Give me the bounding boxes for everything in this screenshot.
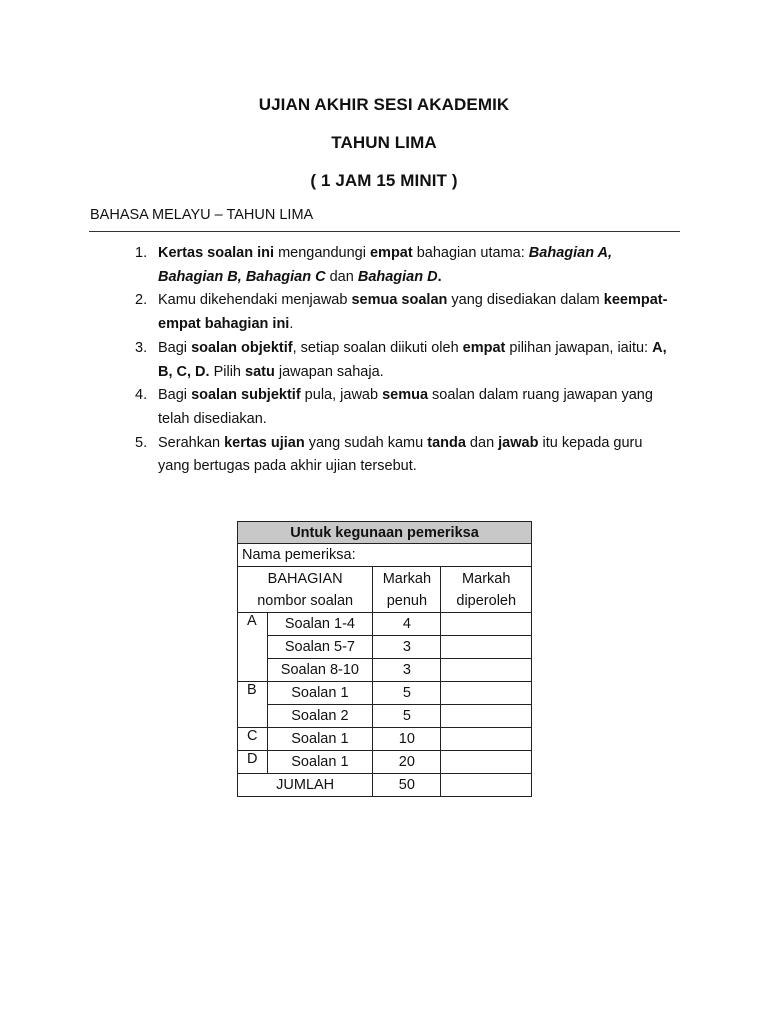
instruction-text: itu kepada guru yang bertugas pada akhir ujian tersebut. — [158, 434, 643, 475]
instruction-item — [135, 242, 675, 289]
instruction-text: mengandungi — [274, 245, 370, 261]
section-a-label: A — [238, 613, 268, 682]
instruction-text: tanda — [427, 434, 466, 451]
table-row — [238, 636, 532, 659]
instruction-text: A, B, C, D. — [158, 339, 667, 380]
instruction-text: pilihan jawapan, iaitu: — [505, 339, 653, 356]
instruction-item — [135, 337, 675, 384]
marks-obtained-cell[interactable] — [441, 613, 532, 636]
instruction-text: Pilih — [209, 363, 246, 380]
full-marks: 10 — [373, 728, 441, 751]
instruction-text: dan — [465, 434, 499, 451]
instruction-text: semua soalan — [351, 292, 448, 309]
instruction-text: Bagi — [158, 339, 192, 356]
col-header-marks-obtained — [441, 567, 532, 613]
instruction-text: bahagian utama: — [412, 245, 529, 261]
section-c-label: C — [238, 728, 268, 751]
exam-title: UJIAN AKHIR SESI AKADEMIK — [258, 95, 510, 114]
question-range: Soalan 5-7 — [267, 636, 373, 659]
exam-year: TAHUN LIMA — [331, 133, 437, 152]
instruction-text: jawapan sahaja. — [274, 363, 384, 380]
instruction-text: pula, jawab — [300, 387, 383, 404]
instruction-text: dan — [325, 268, 358, 285]
instruction-text: Bahagian A, Bahagian B, Bahagian C — [158, 245, 613, 285]
examiner-table-title: Untuk kegunaan pemeriksa — [238, 522, 532, 544]
section-b-label: B — [238, 682, 268, 728]
question-range: Soalan 1 — [267, 751, 373, 774]
exam-duration: ( 1 JAM 15 MINIT ) — [310, 171, 458, 190]
col-header-section-line1: BAHAGIAN — [267, 570, 343, 587]
col-header-full-line2: penuh — [386, 592, 428, 609]
full-marks: 20 — [373, 751, 441, 774]
instruction-item — [135, 384, 675, 431]
col-header-section — [238, 567, 373, 613]
question-range: Soalan 1-4 — [267, 613, 373, 636]
examiner-name-label: Nama pemeriksa: — [238, 544, 532, 567]
instruction-number: 3. — [135, 339, 148, 356]
instruction-text: , setiap soalan diikuti oleh — [292, 339, 463, 356]
instruction-text: keempat-empat bahagian ini — [158, 292, 668, 333]
instruction-number: 5. — [135, 434, 148, 451]
instruction-list — [135, 242, 675, 479]
examiner-table — [237, 521, 532, 797]
instruction-text: Serahkan — [158, 434, 225, 451]
instruction-number: 2. — [135, 292, 148, 309]
table-row — [238, 751, 532, 774]
instruction-text: . — [289, 316, 294, 333]
marks-obtained-cell[interactable] — [441, 751, 532, 774]
instruction-number: 4. — [135, 387, 148, 404]
table-row — [238, 613, 532, 636]
header-divider — [89, 231, 680, 232]
full-marks: 5 — [373, 705, 441, 728]
table-row — [238, 659, 532, 682]
col-header-full-line1: Markah — [382, 570, 432, 587]
question-range: Soalan 8-10 — [267, 659, 373, 682]
instruction-number: 1. — [135, 245, 148, 261]
total-marks-obtained-cell[interactable] — [441, 774, 532, 797]
marks-obtained-cell[interactable] — [441, 705, 532, 728]
full-marks: 3 — [373, 659, 441, 682]
instruction-item — [135, 432, 675, 479]
full-marks: 4 — [373, 613, 441, 636]
col-header-section-line2: nombor soalan — [257, 592, 354, 609]
instruction-text: yang sudah kamu — [304, 434, 428, 451]
marks-obtained-cell[interactable] — [441, 728, 532, 751]
subject-heading: BAHASA MELAYU – TAHUN LIMA — [90, 207, 314, 223]
instruction-text: satu — [245, 363, 275, 380]
marks-obtained-cell[interactable] — [441, 659, 532, 682]
instruction-text: soalan subjektif — [191, 387, 301, 404]
col-header-got-line1: Markah — [462, 570, 511, 587]
table-row — [238, 682, 532, 705]
marks-obtained-cell[interactable] — [441, 682, 532, 705]
full-marks: 3 — [373, 636, 441, 659]
instruction-text: kertas ujian — [224, 434, 305, 451]
question-range: Soalan 2 — [267, 705, 373, 728]
col-header-full-marks — [373, 567, 441, 613]
table-row — [238, 728, 532, 751]
full-marks: 5 — [373, 682, 441, 705]
table-row — [238, 705, 532, 728]
total-full-marks: 50 — [373, 774, 441, 797]
instruction-text: semua — [382, 387, 429, 404]
instruction-text: empat — [369, 245, 413, 261]
marks-obtained-cell[interactable] — [441, 636, 532, 659]
instruction-text: soalan objektif — [191, 339, 293, 356]
section-d-label: D — [238, 751, 268, 774]
instruction-text: jawab — [498, 434, 539, 451]
instruction-text: empat — [462, 339, 506, 356]
question-range: Soalan 1 — [267, 682, 373, 705]
col-header-got-line2: diperoleh — [456, 592, 517, 609]
instruction-text: Bagi — [158, 387, 192, 404]
instruction-text: yang disediakan dalam — [447, 292, 604, 309]
total-row — [238, 774, 532, 797]
instruction-text: soalan dalam ruang jawapan yang telah disediakan. — [158, 387, 653, 427]
instruction-item — [135, 289, 675, 336]
question-range: Soalan 1 — [267, 728, 373, 751]
total-label: JUMLAH — [238, 774, 373, 797]
instruction-text: Bahagian D — [357, 268, 438, 285]
instruction-text: . — [437, 268, 442, 285]
instruction-text: Kamu dikehendaki menjawab — [158, 292, 352, 309]
instruction-text: Kertas soalan ini — [158, 245, 275, 261]
